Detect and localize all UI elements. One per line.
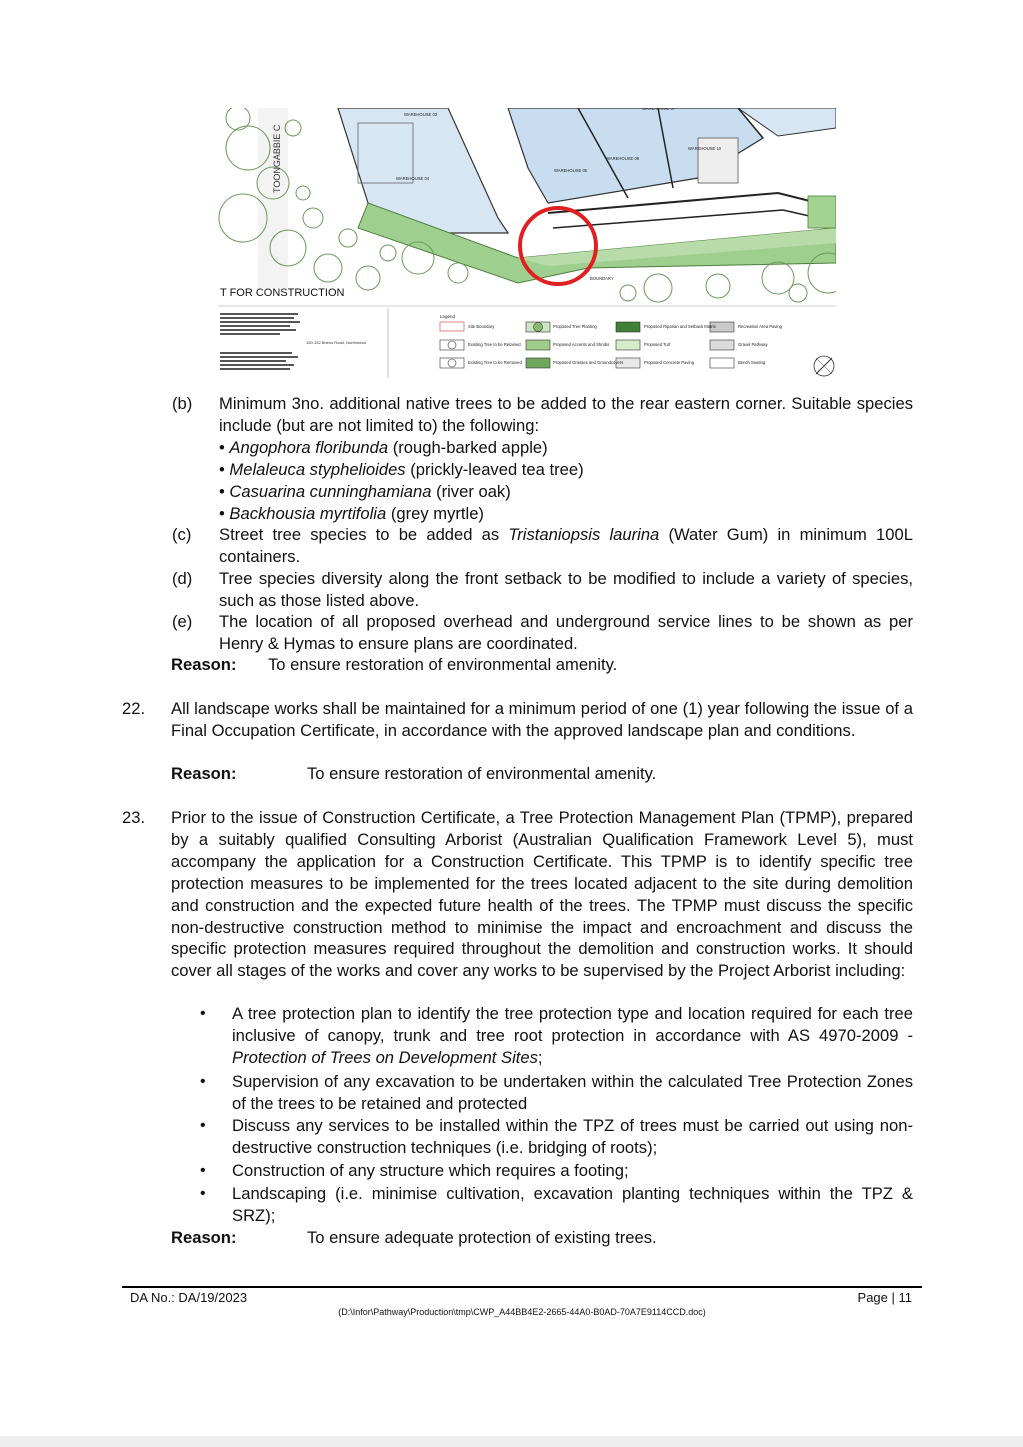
species-list-item: • Backhousia myrtifolia (grey myrtle)	[219, 504, 484, 523]
legend-item: Proposed Accents and Shrubs	[553, 342, 610, 347]
plan-label-wh07: WAREHOUSE 07	[642, 108, 676, 111]
tpmp-bullet-1-post: ;	[537, 1047, 543, 1067]
item-b-intro: Minimum 3no. additional native trees to be added to the rear eastern corner. Suitable species include (but are not limited to) the following:	[219, 394, 913, 435]
item-c-text	[219, 524, 913, 568]
reason-label: Reason:	[171, 764, 237, 783]
tpmp-bullet-1-standard: Protection of Trees on Development Sites	[232, 1047, 538, 1067]
reason-text: To ensure restoration of environmental amenity.	[268, 655, 618, 674]
item-c-post: (Water Gum) in minimum 100L containers.	[219, 525, 913, 566]
legend-item: Proposed Grasses and Groundcovers	[553, 360, 624, 365]
condition-23-text: Prior to the issue of Construction Certificate, a Tree Protection Management Plan (TPMP), prepared by a suitably qualified Consulting Arborist (Australian Qualification Framework Level 5), must accompany the application for a Construction Certificate. This TPMP is to identify specific tree protection measures to be implemented for the trees located adjacent to the site during demolition and construction and the expected future health of the trees. The TPMP must discuss the specific non-destructive construction method to minimise the impact and encroachment and discuss the specific protection measures required throughout the demolition and construction works. It should cover all stages of the works and cover any works to be supervised by the Project Arborist including:	[171, 808, 913, 981]
species-common: (river oak)	[431, 482, 511, 501]
legend-item: Existing Tree to be Retained	[468, 342, 521, 347]
tpmp-bullet-3: Discuss any services to be installed within the TPZ of trees must be carried out using non-destructive construction techniques (i.e. bridging of roots);	[232, 1116, 913, 1157]
legend-item: Site Boundary	[468, 324, 495, 329]
plan-label-wh06: WAREHOUSE 06	[606, 156, 640, 161]
plan-label-wh10: WAREHOUSE 10	[688, 146, 722, 151]
tpmp-bullet-2: Supervision of any excavation to be undertaken within the calculated Tree Protection Zones of the trees to be retained and protected	[232, 1072, 913, 1113]
item-d-label: (d)	[172, 569, 193, 588]
reason-text: To ensure restoration of environmental amenity.	[307, 764, 657, 783]
landscape-plan-image	[218, 108, 836, 384]
plan-construction-label: T FOR CONSTRUCTION	[220, 287, 345, 299]
item-c-species: Tristaniopsis laurina	[508, 525, 660, 544]
bullet-icon: •	[200, 1185, 206, 1202]
plan-label-wh03: WAREHOUSE 03	[404, 112, 438, 117]
plan-label-boundary: BOUNDARY	[590, 276, 614, 281]
reason-label: Reason:	[171, 655, 237, 674]
reason-text: To ensure adequate protection of existing trees.	[307, 1228, 657, 1247]
page-edge	[0, 1436, 1023, 1447]
legend-item: Proposed Riparian and Setback Matrix	[644, 324, 716, 329]
footer-file-path: (D:\Infor\Pathway\Production\tmp\CWP_A44BB4E2-2665-44A0-B0AD-70A7E9114CCD.doc)	[338, 1307, 706, 1317]
north-arrow-icon	[814, 356, 834, 376]
legend-item: Existing Tree to be Removed	[468, 360, 522, 365]
tpmp-bullet-1	[232, 1003, 913, 1069]
condition-22-text: All landscape works shall be maintained for a minimum period of one (1) year following the issue of a Final Occupation Certificate, in accordance with the approved landscape plan and conditions.	[171, 699, 913, 740]
legend-item: Proposed Tree Planting	[553, 324, 597, 329]
bullet-icon: •	[200, 1162, 206, 1179]
species-list-item: • Casuarina cunninghamiana (river oak)	[219, 482, 511, 501]
condition-23-number: 23.	[122, 808, 146, 827]
bullet-icon: •	[200, 1005, 206, 1022]
legend-item: Recreation Area Paving	[738, 324, 782, 329]
legend-item: Bench Seating	[738, 360, 766, 365]
species-name: Angophora floribunda	[229, 438, 389, 457]
footer-rule	[122, 1286, 922, 1288]
footer-da-number: DA No.: DA/19/2023	[130, 1290, 248, 1305]
reason-label: Reason:	[171, 1228, 237, 1247]
legend-title: Legend	[440, 314, 456, 319]
species-common: (rough-barked apple)	[388, 438, 548, 457]
tpmp-bullet-5: Landscaping (i.e. minimise cultivation, excavation planting techniques within the TPZ & SRZ);	[232, 1184, 913, 1225]
condition-22-number: 22.	[122, 699, 146, 718]
species-common: (prickly-leaved tea tree)	[405, 460, 584, 479]
tpmp-bullet-4: Construction of any structure which requires a footing;	[232, 1161, 629, 1180]
bullet-icon: •	[200, 1117, 206, 1134]
item-c-pre: Street tree species to be added as	[219, 525, 509, 544]
plan-address: 150-152 Briens Road, Northmead	[306, 340, 366, 345]
plan-label-wh04: WAREHOUSE 04	[396, 176, 430, 181]
legend-item: Proposed Turf	[644, 342, 671, 347]
item-c-label: (c)	[172, 525, 192, 544]
legend-item: Gravel Pathway	[738, 342, 768, 347]
legend-item: Proposed Concrete Paving	[644, 360, 695, 365]
species-list-item: • Angophora floribunda (rough-barked apple)	[219, 438, 548, 457]
bullet-icon: •	[200, 1073, 206, 1090]
tpmp-bullet-1-pre: A tree protection plan to identify the tree protection type and location required for each tree inclusive of canopy, trunk and tree root protection in accordance with AS 4970-2009 -	[232, 1004, 913, 1045]
species-name: Casuarina cunninghamiana	[229, 482, 432, 501]
item-d-text: Tree species diversity along the front setback to be modified to include a variety of species, such as those listed above.	[219, 569, 913, 610]
plan-road-label: TOONGABBIE C	[272, 124, 282, 193]
item-b-label: (b)	[172, 394, 193, 413]
species-name: Backhousia myrtifolia	[229, 504, 387, 523]
plan-drawing	[218, 108, 836, 384]
plan-label-wh05: WAREHOUSE 05	[554, 168, 588, 173]
species-name: Melaleuca styphelioides	[229, 460, 406, 479]
species-list-item: • Melaleuca styphelioides (prickly-leaved tea tree)	[219, 460, 584, 479]
item-e-text: The location of all proposed overhead and underground service lines to be shown as per Henry & Hymas to ensure plans are coordinated.	[219, 612, 913, 653]
species-common: (grey myrtle)	[386, 504, 484, 523]
footer-page-number: Page | 11	[857, 1290, 912, 1305]
item-e-label: (e)	[172, 612, 193, 631]
